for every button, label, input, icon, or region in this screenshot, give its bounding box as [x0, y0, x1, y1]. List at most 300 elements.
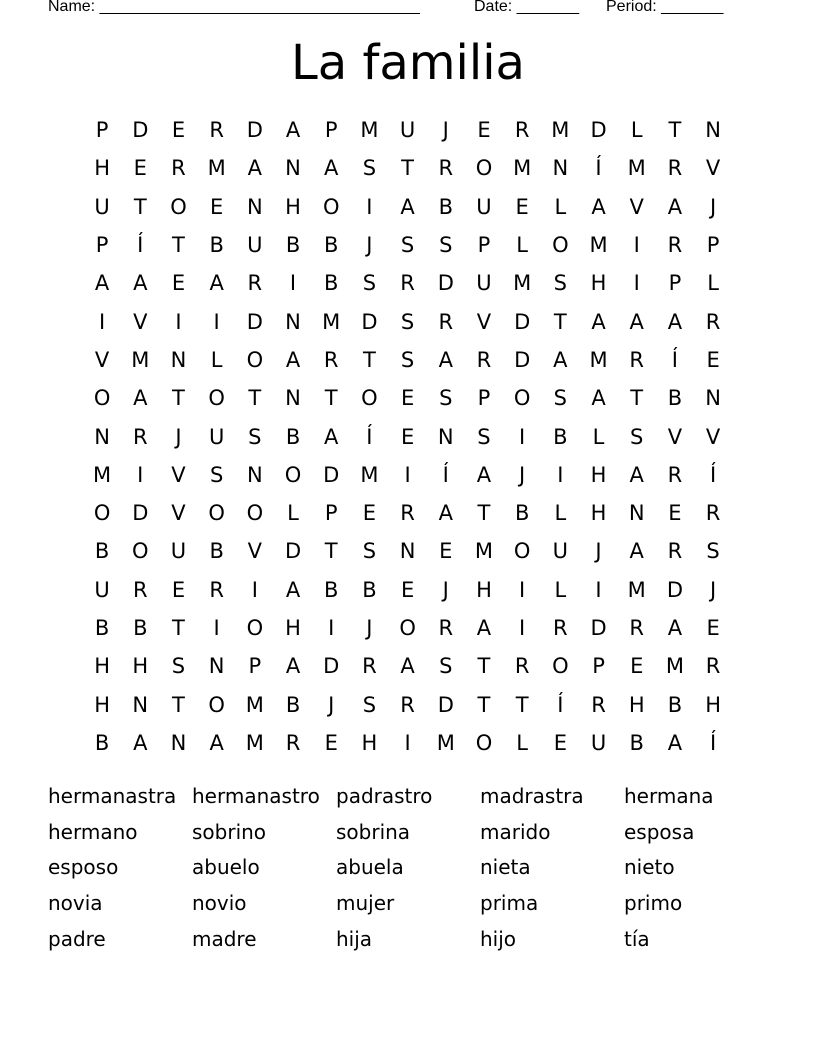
grid-letter: N — [132, 692, 149, 717]
name-field: Name: ____________________________________ — [48, 0, 420, 15]
grid-letter: R — [667, 233, 683, 258]
grid-letter: R — [171, 156, 186, 181]
grid-letter: N — [705, 118, 721, 143]
grid-letter: S — [439, 233, 453, 258]
grid-letter: T — [553, 309, 567, 334]
grid-letter: H — [590, 271, 607, 296]
grid-letter: T — [172, 386, 185, 411]
grid-letter: I — [366, 194, 373, 219]
grid-letter: M — [589, 347, 608, 372]
grid-letter: E — [668, 501, 682, 526]
grid-letter: M — [513, 156, 532, 181]
grid-letter: S — [362, 156, 377, 181]
grid-letter: R — [629, 616, 645, 640]
word-bank-item: esposa — [624, 819, 695, 844]
grid-letter: T — [172, 233, 185, 258]
grid-letter: A — [667, 730, 683, 755]
word-bank-item: madrastra — [480, 783, 584, 808]
grid-letter: L — [287, 501, 299, 526]
grid-letter: T — [324, 386, 338, 411]
grid-letter: T — [133, 194, 147, 219]
period-field: Period: _______ — [606, 0, 724, 15]
grid-letter: M — [589, 233, 608, 258]
grid-letter: O — [399, 616, 416, 640]
grid-letter: H — [94, 156, 110, 181]
grid-letter: E — [133, 156, 147, 181]
grid-letter: R — [667, 539, 683, 564]
grid-letter: Í — [595, 156, 602, 181]
grid-letter: S — [362, 692, 377, 717]
grid-letter: R — [629, 347, 645, 372]
grid-letter: S — [209, 462, 224, 487]
word-bank-item: tía — [624, 926, 650, 951]
grid-letter: I — [98, 309, 106, 334]
grid-letter: R — [400, 271, 415, 296]
grid-letter: S — [553, 271, 568, 296]
grid-letter: E — [362, 501, 377, 526]
grid-letter: U — [590, 730, 607, 755]
grid-letter: R — [323, 347, 339, 372]
grid-letter: J — [442, 577, 449, 602]
grid-letter: T — [362, 347, 376, 372]
grid-letter: P — [95, 233, 109, 258]
grid-letter: R — [247, 271, 263, 296]
grid-letter: L — [554, 577, 567, 602]
grid-letter: P — [248, 654, 262, 679]
grid-letter: B — [285, 233, 301, 258]
grid-letter: D — [132, 501, 149, 526]
grid-letter: R — [132, 424, 148, 449]
grid-letter: B — [324, 233, 339, 258]
grid-letter: D — [132, 118, 149, 143]
word-bank-item: sobrina — [336, 819, 411, 844]
word-bank-item: padre — [48, 926, 106, 951]
grid-letter: D — [437, 271, 454, 296]
grid-letter: S — [400, 309, 415, 334]
grid-letter: A — [94, 271, 110, 296]
grid-letter: B — [324, 271, 339, 296]
grid-letter: I — [519, 424, 526, 449]
grid-letter: D — [246, 309, 263, 334]
grid-letter: R — [438, 309, 454, 334]
grid-letter: P — [324, 118, 338, 143]
grid-letter: D — [246, 118, 263, 143]
grid-letter: R — [667, 156, 683, 181]
grid-letter: A — [209, 730, 224, 755]
student-info-header — [48, 0, 748, 20]
grid-letter: L — [516, 233, 528, 258]
grid-letter: A — [285, 654, 301, 679]
grid-letter: R — [591, 692, 606, 717]
grid-letter: J — [519, 462, 526, 487]
grid-letter: L — [592, 424, 605, 449]
grid-letter: M — [93, 462, 112, 487]
grid-letter: O — [170, 194, 187, 219]
grid-letter: S — [439, 654, 453, 679]
grid-letter: V — [94, 347, 110, 372]
grid-letter: D — [323, 654, 340, 679]
grid-letter: A — [629, 539, 644, 564]
grid-letter: I — [519, 577, 526, 602]
grid-letter: H — [705, 692, 721, 717]
grid-letter: S — [362, 539, 377, 564]
grid-letter: D — [514, 309, 531, 334]
grid-letter: M — [245, 692, 264, 717]
grid-letter: S — [706, 539, 720, 564]
grid-letter: B — [514, 501, 530, 526]
grid-letter: S — [362, 271, 377, 296]
word-bank-item: hermana — [624, 783, 714, 808]
grid-letter: N — [285, 156, 301, 181]
word-bank-item: novia — [48, 890, 103, 915]
grid-letter: J — [175, 424, 182, 449]
grid-letter: B — [133, 616, 148, 640]
grid-letter: A — [285, 118, 301, 143]
grid-letter: R — [514, 654, 530, 679]
grid-letter: E — [630, 654, 644, 679]
grid-letter: L — [630, 118, 643, 143]
grid-letter: O — [284, 462, 302, 487]
grid-letter: B — [209, 233, 224, 258]
grid-letter: H — [628, 692, 645, 717]
grid-letter: B — [553, 424, 568, 449]
grid-letter: B — [285, 692, 301, 717]
grid-letter: I — [175, 309, 182, 334]
grid-letter: L — [707, 271, 719, 296]
grid-letter: S — [553, 386, 568, 411]
grid-letter: E — [210, 194, 224, 219]
grid-letter: N — [399, 539, 416, 564]
grid-letter: A — [553, 347, 568, 372]
grid-letter: M — [665, 654, 684, 679]
grid-letter: A — [591, 309, 606, 334]
grid-letter: I — [251, 577, 258, 602]
grid-letter: H — [94, 654, 110, 679]
grid-letter: I — [137, 462, 144, 487]
grid-letter: E — [400, 424, 415, 449]
grid-letter: H — [361, 730, 378, 755]
grid-letter: P — [324, 501, 338, 526]
grid-letter: E — [324, 730, 338, 755]
grid-letter: Í — [671, 347, 678, 372]
grid-letter: I — [289, 271, 297, 296]
grid-letter: O — [246, 347, 264, 372]
grid-letter: P — [477, 233, 491, 258]
grid-letter: M — [322, 309, 341, 334]
grid-letter: B — [667, 692, 683, 717]
grid-letter: L — [554, 501, 567, 526]
grid-letter: O — [208, 501, 225, 526]
grid-letter: O — [475, 156, 493, 181]
grid-letter: B — [629, 730, 644, 755]
grid-letter: M — [207, 156, 226, 181]
grid-letter: Í — [709, 730, 717, 755]
grid-letter: M — [474, 539, 494, 564]
grid-letter: A — [667, 616, 683, 640]
grid-letter: T — [477, 692, 491, 717]
grid-letter: Í — [366, 424, 373, 449]
grid-letter: E — [171, 577, 186, 602]
grid-letter: I — [633, 271, 640, 296]
grid-letter: R — [705, 654, 721, 679]
grid-letter: A — [400, 654, 415, 679]
grid-letter: I — [404, 730, 411, 755]
grid-letter: S — [171, 654, 186, 679]
grid-letter: B — [285, 424, 301, 449]
grid-letter: Í — [442, 462, 449, 487]
grid-letter: R — [285, 730, 301, 755]
grid-letter: E — [439, 539, 453, 564]
grid-letter: N — [285, 309, 301, 334]
grid-letter: U — [552, 539, 569, 564]
grid-letter: T — [248, 386, 262, 411]
grid-letter: E — [515, 194, 529, 219]
grid-letter: A — [285, 347, 301, 372]
grid-letter: V — [247, 539, 263, 564]
grid-letter: O — [322, 194, 340, 219]
grid-letter: R — [438, 156, 454, 181]
grid-letter: J — [595, 539, 602, 564]
grid-letter: M — [436, 730, 455, 755]
grid-letter: U — [247, 233, 263, 258]
word-bank-item: hermanastro — [192, 783, 320, 808]
grid-letter: A — [667, 309, 683, 334]
grid-letter: A — [247, 156, 263, 181]
grid-letter: A — [667, 194, 683, 219]
grid-letter: S — [248, 424, 262, 449]
grid-letter: E — [706, 347, 720, 372]
grid-letter: T — [172, 692, 185, 717]
grid-letter: V — [667, 424, 683, 449]
grid-letter: A — [400, 194, 415, 219]
word-bank-item: esposo — [48, 855, 119, 880]
grid-letter: V — [705, 424, 721, 449]
grid-letter: P — [706, 233, 720, 258]
grid-letter: E — [171, 118, 186, 143]
grid-letter: I — [213, 616, 220, 640]
grid-letter: O — [552, 233, 569, 258]
grid-letter: O — [513, 386, 531, 411]
grid-letter: I — [328, 616, 335, 640]
grid-letter: D — [284, 539, 302, 564]
grid-letter: R — [209, 577, 224, 602]
grid-letter: B — [438, 194, 453, 219]
word-bank-item: sobrino — [192, 819, 267, 844]
grid-letter: D — [437, 692, 454, 717]
grid-letter: U — [170, 539, 187, 564]
grid-letter: H — [285, 194, 301, 219]
grid-letter: N — [208, 654, 225, 679]
grid-letter: M — [627, 156, 646, 181]
grid-letter: O — [93, 386, 111, 411]
grid-letter: R — [553, 616, 568, 640]
grid-letter: J — [366, 616, 373, 640]
grid-letter: A — [285, 577, 301, 602]
grid-letter: B — [362, 577, 377, 602]
grid-letter: I — [404, 462, 411, 487]
grid-letter: U — [94, 577, 110, 602]
grid-letter: N — [246, 194, 263, 219]
grid-letter: V — [629, 194, 644, 219]
grid-letter: E — [477, 118, 491, 143]
grid-letter: J — [442, 118, 449, 143]
grid-letter: A — [438, 501, 453, 526]
grid-letter: R — [667, 462, 683, 487]
word-bank-item: prima — [480, 890, 539, 915]
grid-letter: J — [328, 692, 335, 717]
grid-letter: T — [477, 654, 491, 679]
grid-letter: N — [705, 386, 721, 411]
grid-letter: A — [133, 730, 148, 755]
grid-letter: T — [172, 616, 185, 640]
grid-letter: M — [513, 271, 532, 296]
grid-letter: N — [246, 462, 263, 487]
word-bank-item: nieta — [480, 855, 531, 880]
grid-letter: D — [514, 347, 531, 372]
grid-letter: O — [208, 692, 225, 717]
grid-letter: R — [476, 347, 492, 372]
grid-letter: D — [666, 577, 683, 602]
grid-letter: O — [208, 386, 225, 411]
grid-letter: M — [551, 118, 570, 143]
grid-letter: A — [209, 271, 224, 296]
grid-letter: A — [476, 616, 492, 640]
grid-letter: N — [437, 424, 454, 449]
grid-letter: Í — [709, 462, 717, 487]
grid-letter: R — [514, 118, 530, 143]
grid-letter: T — [668, 118, 682, 143]
grid-letter: H — [590, 501, 607, 526]
grid-letter: S — [439, 386, 453, 411]
grid-letter: S — [630, 424, 644, 449]
grid-letter: A — [324, 156, 339, 181]
grid-letter: A — [629, 309, 644, 334]
grid-letter: B — [94, 616, 110, 640]
grid-letter: M — [245, 730, 264, 755]
word-bank-item: hermano — [48, 819, 138, 844]
grid-letter: I — [633, 233, 640, 258]
grid-letter: N — [628, 501, 645, 526]
word-bank — [48, 778, 768, 956]
grid-letter: V — [171, 501, 186, 526]
grid-letter: R — [209, 118, 224, 143]
grid-letter: N — [285, 386, 301, 411]
grid-letter: A — [629, 462, 644, 487]
grid-letter: Í — [557, 692, 564, 717]
grid-letter: P — [592, 654, 605, 679]
grid-letter: T — [477, 501, 491, 526]
grid-letter: D — [590, 616, 607, 640]
grid-letter: P — [668, 271, 682, 296]
grid-letter: O — [475, 730, 493, 755]
grid-letter: U — [208, 424, 225, 449]
grid-letter: V — [171, 462, 186, 487]
grid-letter: O — [361, 386, 378, 411]
grid-letter: R — [705, 501, 721, 526]
grid-letter: M — [131, 347, 150, 372]
word-bank-item: hermanastra — [48, 783, 177, 808]
grid-letter: H — [590, 462, 607, 487]
grid-letter: R — [362, 654, 377, 679]
grid-letter: L — [210, 347, 223, 372]
grid-letter: B — [209, 539, 224, 564]
word-bank-item: abuelo — [192, 855, 260, 880]
grid-letter: H — [132, 654, 149, 679]
grid-letter: B — [94, 539, 110, 564]
grid-letter: U — [476, 194, 492, 219]
grid-letter: E — [706, 616, 720, 640]
word-bank-item: abuela — [336, 855, 404, 880]
grid-letter: V — [476, 309, 492, 334]
grid-letter: N — [552, 156, 569, 181]
grid-letter: D — [590, 118, 607, 143]
grid-letter: T — [324, 539, 338, 564]
grid-letter: V — [705, 156, 721, 181]
grid-letter: S — [400, 347, 415, 372]
grid-letter: T — [515, 692, 529, 717]
grid-letter: R — [132, 577, 148, 602]
grid-letter: Í — [137, 233, 144, 258]
grid-letter: N — [170, 730, 187, 755]
grid-letter: O — [246, 616, 264, 640]
grid-letter: E — [400, 577, 415, 602]
grid-letter: A — [133, 386, 148, 411]
grid-letter: N — [170, 347, 187, 372]
grid-letter: A — [591, 194, 606, 219]
letter-grid — [83, 111, 732, 762]
grid-letter: E — [171, 271, 186, 296]
grid-letter: D — [323, 462, 340, 487]
word-bank-item: novio — [192, 890, 247, 915]
grid-letter: E — [400, 386, 415, 411]
word-bank-item: hijo — [480, 926, 517, 951]
grid-letter: U — [94, 194, 110, 219]
grid-letter: R — [400, 692, 415, 717]
grid-letter: H — [476, 577, 492, 602]
grid-letter: H — [285, 616, 301, 640]
grid-letter: D — [361, 309, 378, 334]
grid-letter: U — [399, 118, 416, 143]
grid-letter: P — [477, 386, 491, 411]
word-bank-item: primo — [624, 890, 683, 915]
grid-letter: A — [476, 462, 492, 487]
date-field: Date: _______ — [474, 0, 579, 15]
grid-letter: A — [133, 271, 148, 296]
word-bank-item: madre — [192, 926, 257, 951]
word-bank-item: hija — [336, 926, 373, 951]
word-bank-item: padrastro — [336, 783, 433, 808]
grid-letter: R — [400, 501, 415, 526]
grid-letter: L — [554, 194, 567, 219]
grid-letter: P — [95, 118, 109, 143]
grid-letter: O — [513, 539, 531, 564]
grid-letter: A — [591, 386, 606, 411]
grid-letter: T — [630, 386, 644, 411]
grid-letter: V — [133, 309, 148, 334]
grid-letter: I — [595, 577, 602, 602]
grid-letter: J — [366, 233, 373, 258]
grid-letter: B — [324, 577, 339, 602]
grid-letter: T — [401, 156, 414, 181]
grid-letter: B — [94, 730, 110, 755]
grid-letter: M — [627, 577, 646, 602]
grid-letter: L — [516, 730, 528, 755]
grid-letter: S — [400, 233, 415, 258]
word-bank-item: nieto — [624, 855, 675, 880]
grid-letter: B — [667, 386, 683, 411]
grid-letter: E — [553, 730, 567, 755]
grid-letter: M — [360, 462, 379, 487]
